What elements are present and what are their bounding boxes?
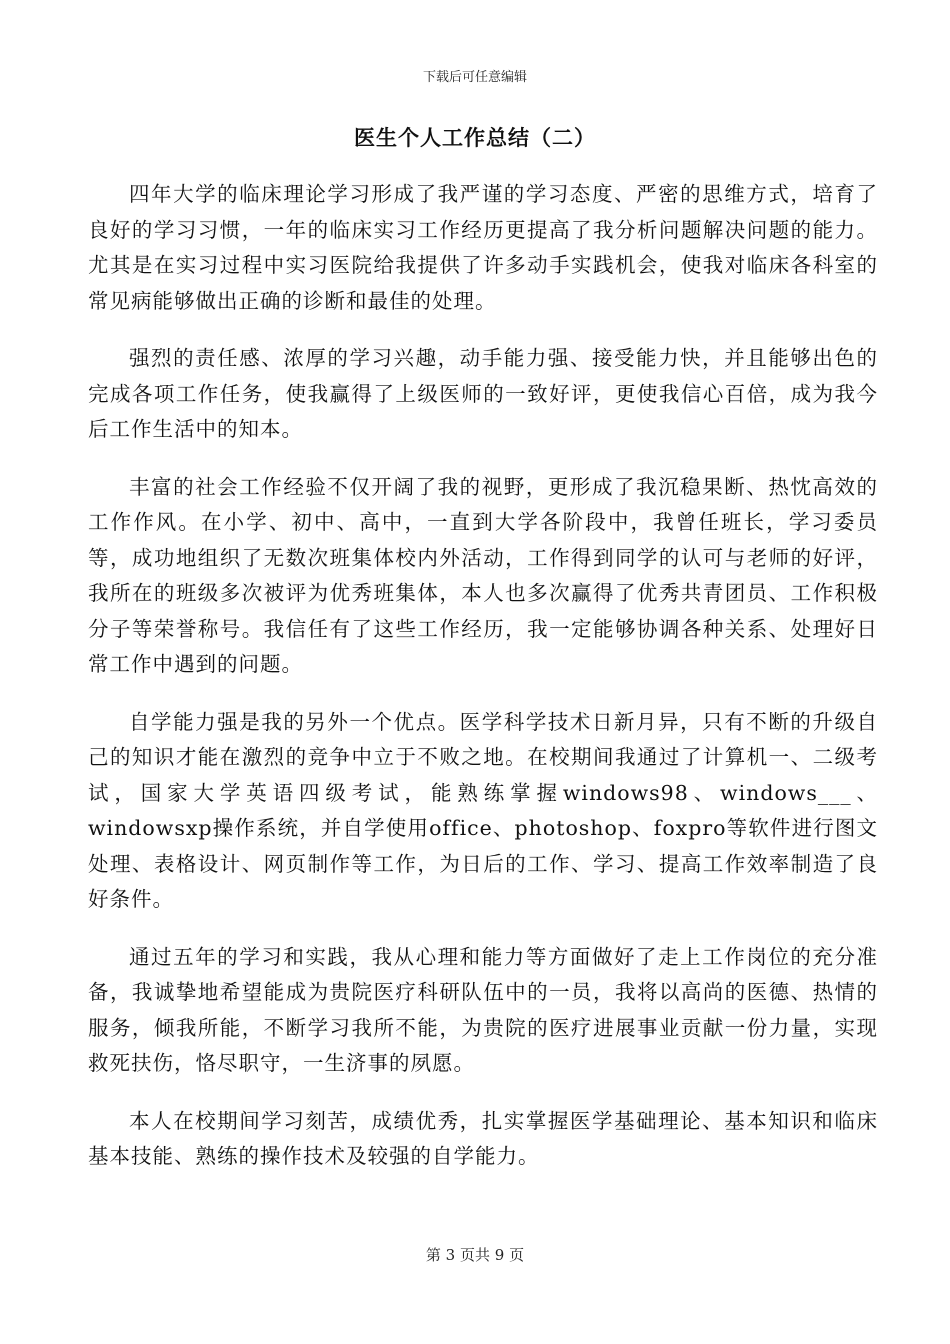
paragraph-2: 强烈的责任感、浓厚的学习兴趣，动手能力强、接受能力快，并且能够出色的完成各项工作任务，使我赢得了上级医师的一致好评，更使我信心百倍，成为我今后工作生活中的知本。	[88, 346, 878, 441]
paragraph-6: 本人在校期间学习刻苦，成绩优秀，扎实掌握医学基础理论、基本知识和临床基本技能、熟练的操作技术及较强的自学能力。	[88, 1108, 878, 1168]
paragraph-5: 通过五年的学习和实践，我从心理和能力等方面做好了走上工作岗位的充分准备，我诚挚地希望能成为贵院医疗科研队伍中的一员，我将以高尚的医德、热情的服务，倾我所能，不断学习我所不能，为贵院的医疗进展事业贡献一份力量，实现救死扶伤，恪尽职守，一生济事的夙愿。	[88, 944, 878, 1075]
paragraph-4: 自学能力强是我的另外一个优点。医学科学技术日新月异，只有不断的升级自己的知识才能在激烈的竞争中立于不败之地。在校期间我通过了计算机一、二级考试，国家大学英语四级考试，能熟练掌握windows98、windows___、windowsxp操作系统，并自学使用office、photoshop、foxpro等软件进行图文处理、表格设计、网页制作等工作，为日后的工作、学习、提高工作效率制造了良好条件。	[88, 709, 878, 911]
paragraph-1: 四年大学的临床理论学习形成了我严谨的学习态度、严密的思维方式，培育了良好的学习习惯，一年的临床实习工作经历更提高了我分析问题解决问题的能力。尤其是在实习过程中实习医院给我提供了许多动手实践机会，使我对临床各科室的常见病能够做出正确的诊断和最佳的处理。	[88, 182, 878, 313]
document-body	[88, 177, 878, 1197]
paragraph-3: 丰富的社会工作经验不仅开阔了我的视野，更形成了我沉稳果断、热忱高效的工作作风。在小学、初中、高中，一直到大学各阶段中，我曾任班长，学习委员等，成功地组织了无数次班集体校内外活动，工作得到同学的认可与老师的好评，我所在的班级多次被评为优秀班集体，本人也多次赢得了优秀共青团员、工作积极分子等荣誉称号。我信任有了这些工作经历，我一定能够协调各种关系、处理好日常工作中遇到的问题。	[88, 474, 878, 676]
page-number-footer: 第 3 页共 9 页	[425, 1246, 525, 1264]
document-title: 医生个人工作总结（二）	[354, 125, 596, 150]
header-note: 下载后可任意编辑	[422, 70, 527, 85]
